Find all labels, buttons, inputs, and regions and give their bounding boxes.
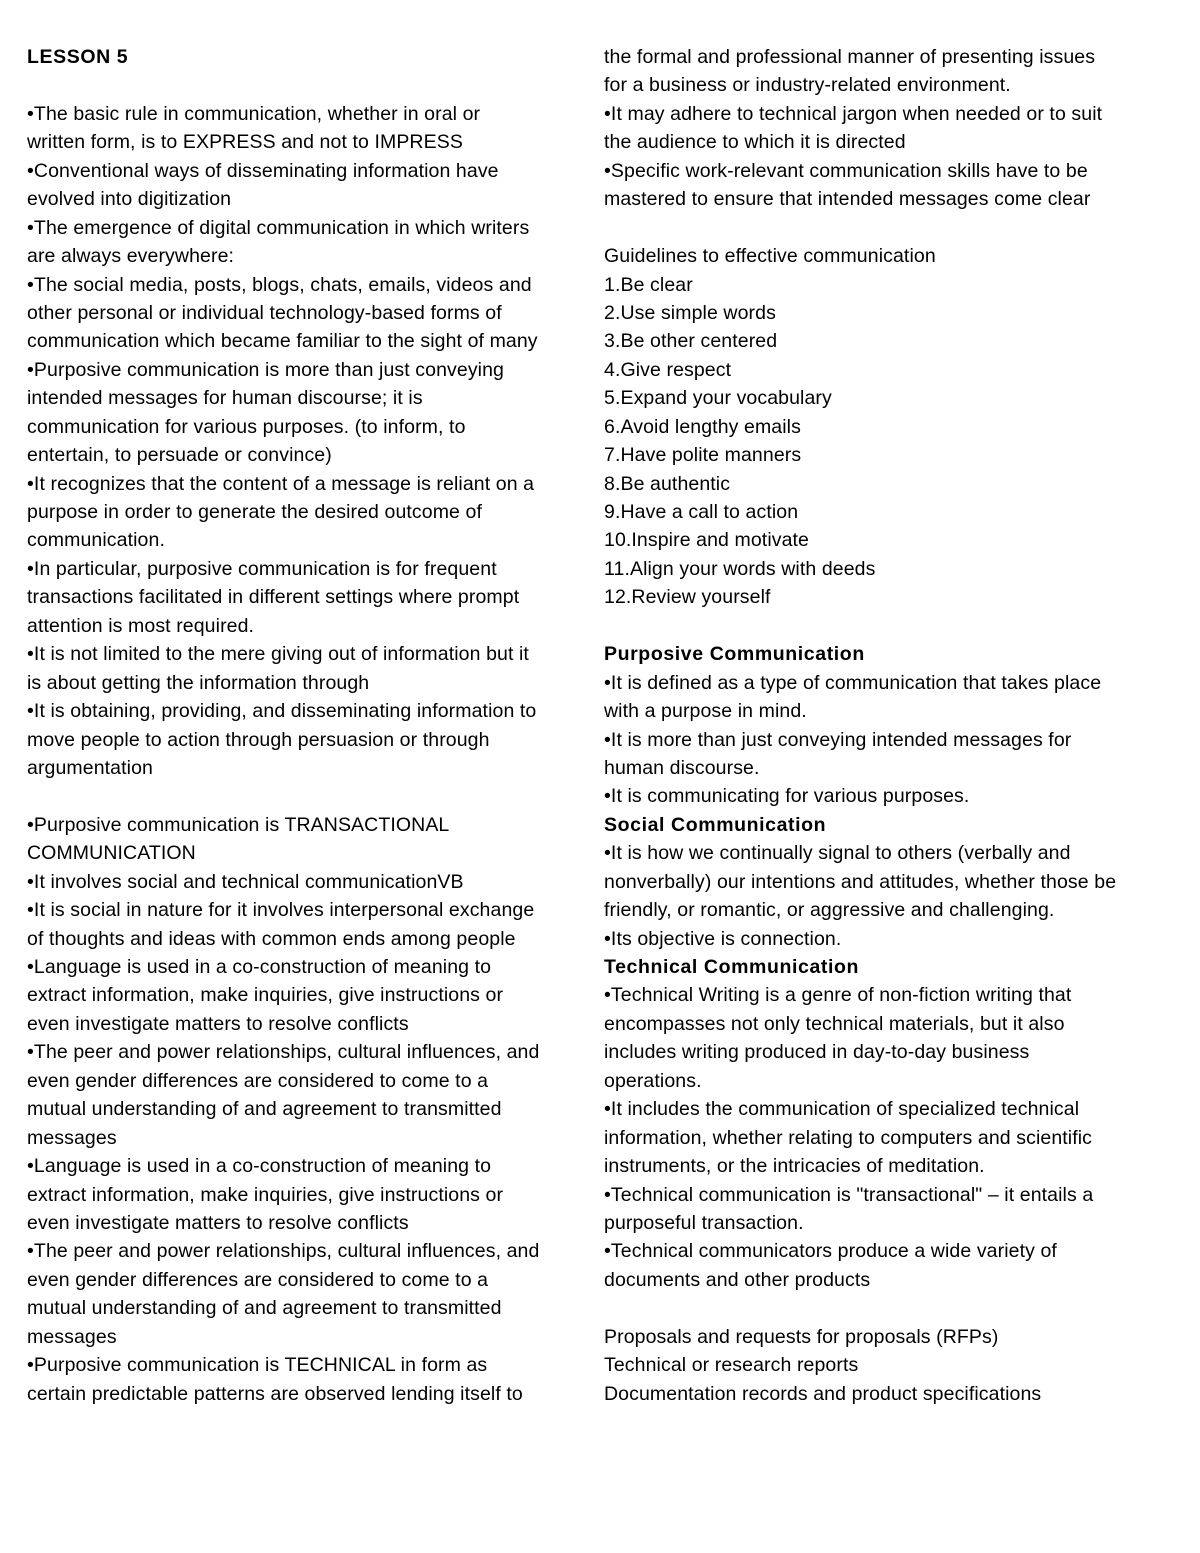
text-line: •It includes the communication of specialized technical xyxy=(604,1098,1080,1121)
text-line: even gender differences are considered to come to a xyxy=(27,1069,489,1092)
text-line: for a business or industry-related environment. xyxy=(604,74,1011,97)
text-line: is about getting the information through xyxy=(27,671,370,694)
text-line: includes writing produced in day-to-day business xyxy=(604,1041,1030,1064)
text-line: 10.Inspire and motivate xyxy=(604,529,810,552)
text-line: 11.Align your words with deeds xyxy=(604,557,876,580)
text-line: even gender differences are considered to come to a xyxy=(27,1268,489,1291)
text-line: written form, is to EXPRESS and not to IMPRESS xyxy=(27,131,463,154)
text-line: Technical or research reports xyxy=(604,1354,859,1377)
blank-line xyxy=(604,612,1179,640)
text-line: •It is more than just conveying intended messages for xyxy=(604,728,1072,751)
text-line: •The social media, posts, blogs, chats, emails, videos and xyxy=(27,273,532,296)
text-line: Proposals and requests for proposals (RFPs) xyxy=(604,1325,999,1348)
text-line: •Conventional ways of disseminating information have xyxy=(27,159,499,182)
text-line: are always everywhere: xyxy=(27,245,235,268)
text-line: mutual understanding of and agreement to transmitted xyxy=(27,1297,502,1320)
text-line: 7.Have polite manners xyxy=(604,444,802,467)
text-line: move people to action through persuasion or through xyxy=(27,728,490,751)
text-line: operations. xyxy=(604,1069,702,1092)
blank-line xyxy=(27,71,590,99)
text-line: argumentation xyxy=(27,756,153,779)
text-line: instruments, or the intricacies of meditation. xyxy=(604,1155,985,1178)
text-line: with a purpose in mind. xyxy=(604,700,807,723)
text-line: other personal or individual technology-based forms of xyxy=(27,301,502,324)
text-line: purpose in order to generate the desired outcome of xyxy=(27,501,482,523)
text-line: •The peer and power relationships, cultural influences, and xyxy=(27,1240,540,1263)
text-line: •It is not limited to the mere giving out of information but it xyxy=(27,643,529,666)
text-line: encompasses not only technical materials, but it also xyxy=(604,1012,1065,1035)
text-line: •It is obtaining, providing, and disseminating information to xyxy=(27,700,537,723)
text-line: certain predictable patterns are observed lending itself to xyxy=(27,1382,523,1405)
text-line: extract information, make inquiries, give instructions or xyxy=(27,1183,504,1206)
section-heading-social-communication: Social Communication xyxy=(604,813,827,836)
text-line: information, whether relating to computers and scientific xyxy=(604,1126,1093,1149)
text-line: •Language is used in a co-construction of meaning to xyxy=(27,956,492,978)
text-line: entertain, to persuade or convince) xyxy=(27,444,332,467)
text-line: •Technical communicators produce a wide variety of xyxy=(604,1240,1057,1263)
text-line: •Technical communication is "transactional" – it entails a xyxy=(604,1183,1094,1206)
text-line: 6.Avoid lengthy emails xyxy=(604,415,801,438)
text-line: 8.Be authentic xyxy=(604,472,731,495)
text-line: •It recognizes that the content of a message is reliant on a xyxy=(27,472,535,495)
text-line: even investigate matters to resolve conflicts xyxy=(27,1012,409,1035)
text-line: the formal and professional manner of presenting issues xyxy=(604,46,1096,68)
text-line: •Purposive communication is more than just conveying xyxy=(27,358,504,381)
text-line: COMMUNICATION xyxy=(27,842,196,865)
text-line: •It involves social and technical communicationVB xyxy=(27,870,464,893)
text-line: 5.Expand your vocabulary xyxy=(604,387,832,410)
text-line: •It is communicating for various purposes. xyxy=(604,785,970,808)
text-line: mastered to ensure that intended messages come clear xyxy=(604,188,1091,211)
text-line: mutual understanding of and agreement to transmitted xyxy=(27,1098,502,1121)
text-line: attention is most required. xyxy=(27,614,255,637)
blank-line xyxy=(604,214,1179,242)
left-column xyxy=(27,43,590,1408)
text-line: Guidelines to effective communication xyxy=(604,245,936,268)
text-line: 1.Be clear xyxy=(604,273,693,296)
text-line: Documentation records and product specifications xyxy=(604,1382,1042,1405)
text-line: •The peer and power relationships, cultural influences, and xyxy=(27,1041,540,1064)
text-line: •Language is used in a co-construction of meaning to xyxy=(27,1155,492,1178)
text-line: •In particular, purposive communication is for frequent xyxy=(27,557,497,580)
text-line: •The basic rule in communication, whether in oral or xyxy=(27,102,481,125)
text-line: •Specific work-relevant communication skills have to be xyxy=(604,159,1088,182)
text-line: communication which became familiar to the sight of many xyxy=(27,330,538,353)
section-heading-technical-communication: Technical Communication xyxy=(604,956,860,978)
text-line: •Purposive communication is TRANSACTIONAL xyxy=(27,813,450,836)
text-line: human discourse. xyxy=(604,756,760,779)
text-line: transactions facilitated in different settings where prompt xyxy=(27,586,520,609)
text-line: •Technical Writing is a genre of non-fiction writing that xyxy=(604,984,1072,1007)
text-line: documents and other products xyxy=(604,1268,871,1291)
text-line: messages xyxy=(27,1325,117,1348)
text-line: 2.Use simple words xyxy=(604,301,776,324)
section-heading-lesson-5: LESSON 5 xyxy=(27,46,129,68)
text-line: purposeful transaction. xyxy=(604,1211,804,1234)
blank-line xyxy=(604,1294,1179,1322)
text-line: 12.Review yourself xyxy=(604,586,771,609)
text-line: evolved into digitization xyxy=(27,188,232,211)
section-heading-purposive-communication: Purposive Communication xyxy=(604,643,865,666)
text-line: communication. xyxy=(27,529,165,552)
text-line: messages xyxy=(27,1126,117,1149)
text-line: •The emergence of digital communication in which writers xyxy=(27,216,530,239)
text-line: intended messages for human discourse; it is xyxy=(27,387,423,410)
text-line: of thoughts and ideas with common ends among people xyxy=(27,927,516,950)
text-line: •Purposive communication is TECHNICAL in form as xyxy=(27,1354,488,1377)
text-line: even investigate matters to resolve conflicts xyxy=(27,1211,409,1234)
text-line: the audience to which it is directed xyxy=(604,131,906,154)
text-line: •Its objective is connection. xyxy=(604,927,842,950)
blank-line xyxy=(27,782,590,810)
text-line: friendly, or romantic, or aggressive and challenging. xyxy=(604,899,1055,922)
text-line: extract information, make inquiries, give instructions or xyxy=(27,984,504,1007)
text-line: communication for various purposes. (to inform, to xyxy=(27,415,466,438)
text-line: 3.Be other centered xyxy=(604,330,778,353)
text-line: nonverbally) our intentions and attitudes, whether those be xyxy=(604,870,1117,893)
text-line: •It is defined as a type of communication that takes place xyxy=(604,671,1102,694)
text-line: •It is how we continually signal to others (verbally and xyxy=(604,842,1071,865)
text-line: 9.Have a call to action xyxy=(604,501,799,523)
text-line: •It is social in nature for it involves interpersonal exchange xyxy=(27,899,535,922)
text-line: •It may adhere to technical jargon when needed or to suit xyxy=(604,102,1103,125)
right-column xyxy=(604,43,1179,1408)
text-line: 4.Give respect xyxy=(604,358,732,381)
